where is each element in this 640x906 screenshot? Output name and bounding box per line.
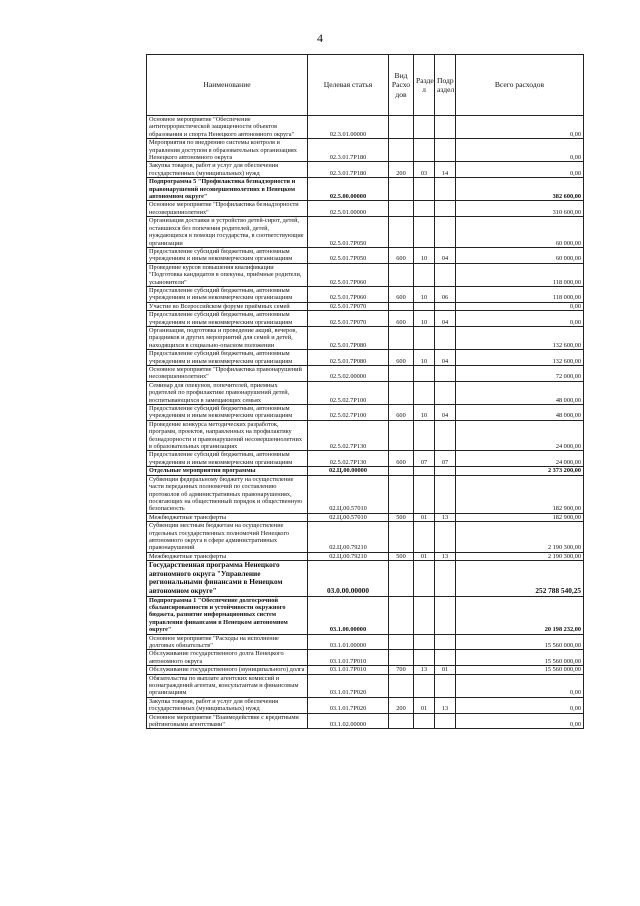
row-name: Межбюджетные трансферты [147,513,308,521]
row-total: 2 190 300,00 [456,522,584,553]
row-name: Мероприятия по внедрению системы контроля и управления доступом в образовательных организациях Ненецкого автономного округа [147,139,308,162]
table-row [147,666,584,674]
row-target-code: 02.Ц.00.79210 [308,522,389,553]
table-row [147,366,584,382]
row-target-code: 02.Ц.00.57010 [308,513,389,521]
row-total: 118 000,00 [456,286,584,302]
row-section [414,201,435,217]
row-name: Закупка товаров, работ и услуг для обеспечения государственных (муниципальных) нужд [147,162,308,178]
row-target-code: 02.5.02.7Р130 [308,420,389,451]
row-name: Основное мероприятие "Профилактика безнадзорности несовершеннолетних" [147,201,308,217]
row-total: 252 788 540,25 [456,561,584,596]
row-total: 310 600,00 [456,201,584,217]
row-subsection: 06 [435,286,456,302]
row-total: 0,00 [456,162,584,178]
table-row [147,634,584,650]
row-target-code: 02.Ц.00.79210 [308,552,389,560]
row-total: 48 000,00 [456,381,584,404]
row-total: 24 000,00 [456,420,584,451]
row-expense-type [389,263,414,286]
col-header-total: Всего расходов [456,55,584,116]
row-subsection: 13 [435,552,456,560]
table-row [147,162,584,178]
row-section: 07 [414,451,435,467]
row-expense-type [389,596,414,634]
row-name: Основное мероприятие "Профилактика правонарушений несовершеннолетних" [147,366,308,382]
row-target-code: 02.5.01.7Р080 [308,350,389,366]
row-total: 15 560 000,00 [456,666,584,674]
row-expense-type [389,326,414,349]
row-target-code: 03.1.00.00000 [308,596,389,634]
row-name: Предоставление субсидий бюджетным, автономным учреждениям и иным некоммерческим организациям [147,286,308,302]
table-row [147,350,584,366]
row-subsection [435,522,456,553]
table-row [147,596,584,634]
row-name: Обязательства по выплате агентских комиссий и вознаграждений агентам, консультантам и финансовым организациям [147,674,308,697]
row-expense-type [389,139,414,162]
row-section [414,713,435,729]
row-name: Участие во Всероссийском форуме приёмных семей [147,302,308,310]
row-target-code: 03.1.02.00000 [308,713,389,729]
row-total: 382 600,00 [456,178,584,201]
row-target-code: 02.5.01.7Р080 [308,326,389,349]
row-total: 72 000,00 [456,366,584,382]
row-expense-type [389,366,414,382]
row-section: 13 [414,666,435,674]
row-target-code: 03.1.01.7Р010 [308,650,389,666]
row-name: Государственная программа Ненецкого автономного округа "Управление региональными финансами в Ненецком автономном округе" [147,561,308,596]
table-row [147,405,584,421]
row-name: Закупка товаров, работ и услуг для обеспечения государственных (муниципальных) нужд [147,697,308,713]
row-section: 10 [414,350,435,366]
page-number: 4 [317,31,323,45]
row-subsection [435,116,456,139]
row-total: 0,00 [456,139,584,162]
row-subsection [435,674,456,697]
row-name: Межбюджетные трансферты [147,552,308,560]
row-total: 60 000,00 [456,217,584,248]
table-row [147,326,584,349]
row-total: 48 000,00 [456,405,584,421]
row-total: 2 190 300,00 [456,552,584,560]
row-name: Отдельные мероприятия программы [147,467,308,475]
row-section [414,475,435,513]
row-target-code: 02.5.01.7Р050 [308,217,389,248]
row-expense-type [389,302,414,310]
row-subsection [435,178,456,201]
table-row [147,650,584,666]
row-section [414,178,435,201]
table-row [147,263,584,286]
row-target-code: 02.5.01.7Р070 [308,311,389,327]
row-section [414,302,435,310]
row-target-code: 02.5.01.7Р060 [308,263,389,286]
row-section [414,366,435,382]
table-row [147,286,584,302]
table-row [147,217,584,248]
row-total: 20 198 232,00 [456,596,584,634]
row-subsection [435,263,456,286]
row-expense-type [389,561,414,596]
row-target-code: 02.5.02.7Р100 [308,381,389,404]
row-total: 0,00 [456,697,584,713]
row-section [414,674,435,697]
row-section: 01 [414,513,435,521]
row-name: Основное мероприятие "Расходы на исполнение долговых обязательств" [147,634,308,650]
col-header-code: Целевая статья [308,55,389,116]
row-expense-type: 200 [389,697,414,713]
table-row [147,522,584,553]
row-subsection [435,420,456,451]
row-expense-type: 600 [389,451,414,467]
row-target-code: 03.0.00.00000 [308,561,389,596]
row-target-code: 03.1.01.00000 [308,634,389,650]
row-subsection: 04 [435,311,456,327]
row-section [414,326,435,349]
row-total: 132 600,00 [456,350,584,366]
row-section: 01 [414,697,435,713]
row-total: 0,00 [456,713,584,729]
row-section [414,139,435,162]
row-expense-type [389,201,414,217]
row-target-code: 02.5.02.00000 [308,366,389,382]
row-total: 2 373 200,00 [456,467,584,475]
table-row [147,674,584,697]
row-name: Организация доставки и устройство детей-сирот, детей, оставшихся без попечения родителей, детей, нуждающихся в помощи государства, в соответствующие организации [147,217,308,248]
row-subsection: 04 [435,247,456,263]
row-name: Организация, подготовка и проведение акций, вечеров, праздников и других мероприятий для семей и детей, находящихся в социально-опасном положении [147,326,308,349]
row-name: Проведение конкурса методических разработок, программ, проектов, направленных на профилактику безнадзорности и правонарушений несовершеннолетних в образовательных организациях [147,420,308,451]
row-subsection: 13 [435,513,456,521]
row-name: Субвенции местным бюджетам на осуществление отдельных государственных полномочий Ненецкого автономного округа в сфере административных правонарушений [147,522,308,553]
row-expense-type [389,381,414,404]
row-section [414,596,435,634]
row-expense-type [389,178,414,201]
row-total: 118 000,00 [456,263,584,286]
row-section [414,116,435,139]
row-expense-type [389,650,414,666]
row-expense-type: 200 [389,162,414,178]
row-name: Проведение курсов повышения квалификации "Подготовка кандидатов в опекуны, приёмные родители, усыновители" [147,263,308,286]
row-section [414,634,435,650]
row-name: Основное мероприятие "Обеспечение антитеррористической защищенности объектов образования и спорта Ненецкого автономного округа" [147,116,308,139]
row-subsection [435,201,456,217]
row-subsection [435,139,456,162]
row-target-code: 02.5.02.7Р100 [308,405,389,421]
col-header-name: Наименование [147,55,308,116]
row-name: Предоставление субсидий бюджетным, автономным учреждениям и иным некоммерческим организациям [147,350,308,366]
row-total: 0,00 [456,674,584,697]
row-total: 60 000,00 [456,247,584,263]
table-row [147,201,584,217]
table-row [147,420,584,451]
row-total: 182 900,00 [456,475,584,513]
row-name: Подпрограмма 1 "Обеспечение долгосрочной сбалансированности и устойчивости окружного бюджета, развитие информационных систем управления финансами в Ненецком автономном округе" [147,596,308,634]
row-total: 0,00 [456,302,584,310]
table-row [147,552,584,560]
row-subsection: 04 [435,350,456,366]
table-row [147,467,584,475]
row-section [414,650,435,666]
row-subsection [435,596,456,634]
row-name: Предоставление субсидий бюджетным, автономным учреждениям и иным некоммерческим организациям [147,311,308,327]
row-subsection [435,713,456,729]
table-row [147,475,584,513]
row-section: 10 [414,286,435,302]
col-header-vid: Вид Расхо дов [389,55,414,116]
row-expense-type: 600 [389,311,414,327]
row-total: 15 560 000,00 [456,650,584,666]
row-subsection [435,561,456,596]
row-subsection [435,381,456,404]
row-name: Подпрограмма 5 "Профилактика безнадзорности и правонарушений несовершеннолетних в Ненецком автономном округе" [147,178,308,201]
row-target-code: 02.5.01.00000 [308,201,389,217]
row-target-code: 02.3.01.00000 [308,116,389,139]
row-expense-type [389,467,414,475]
row-subsection [435,217,456,248]
row-section [414,263,435,286]
row-expense-type: 700 [389,666,414,674]
row-total: 132 600,00 [456,326,584,349]
row-target-code: 02.5.01.7Р050 [308,247,389,263]
col-header-razdel: Разде л [414,55,435,116]
table-row [147,311,584,327]
row-target-code: 03.1.01.7Р020 [308,697,389,713]
row-target-code: 02.5.01.7Р070 [308,302,389,310]
row-subsection: 04 [435,405,456,421]
row-expense-type [389,634,414,650]
row-expense-type: 600 [389,405,414,421]
row-expense-type [389,116,414,139]
table-row [147,116,584,139]
row-name: Обслуживание государственного долга Ненецкого автономного округа [147,650,308,666]
row-expense-type: 600 [389,286,414,302]
row-total: 0,00 [456,311,584,327]
row-section [414,217,435,248]
table-row [147,713,584,729]
row-subsection: 13 [435,697,456,713]
row-total: 15 560 000,00 [456,634,584,650]
row-expense-type [389,713,414,729]
row-subsection [435,650,456,666]
row-total: 182 900,00 [456,513,584,521]
row-expense-type [389,522,414,553]
row-expense-type: 600 [389,350,414,366]
row-section [414,420,435,451]
row-name: Семинар для опекунов, попечителей, приемных родителей по профилактике правонарушений детей, воспитывающихся в замещающих семьях [147,381,308,404]
row-section [414,522,435,553]
col-header-podrazdel: Подр аздел [435,55,456,116]
row-target-code: 02.5.01.7Р060 [308,286,389,302]
table-row [147,178,584,201]
row-section: 01 [414,552,435,560]
row-target-code: 02.Ц.00.00000 [308,467,389,475]
row-expense-type [389,674,414,697]
row-subsection [435,467,456,475]
row-expense-type [389,420,414,451]
budget-table [146,54,584,729]
row-section [414,561,435,596]
row-target-code: 02.5.02.7Р130 [308,451,389,467]
row-subsection [435,326,456,349]
row-section: 10 [414,405,435,421]
row-name: Предоставление субсидий бюджетным, автономным учреждениям и иным некоммерческим организациям [147,405,308,421]
table-row [147,513,584,521]
row-target-code: 02.3.01.7Р180 [308,139,389,162]
table-row [147,697,584,713]
row-expense-type [389,475,414,513]
row-subsection: 07 [435,451,456,467]
row-section: 10 [414,247,435,263]
table-row [147,381,584,404]
row-expense-type [389,217,414,248]
row-name: Обслуживание государственного (муниципального) долга [147,666,308,674]
row-name: Предоставление субсидий бюджетным, автономным учреждениям и иным некоммерческим организациям [147,247,308,263]
row-subsection [435,366,456,382]
row-section: 03 [414,162,435,178]
row-expense-type: 500 [389,552,414,560]
row-target-code: 03.1.01.7Р010 [308,666,389,674]
table-row [147,451,584,467]
row-subsection [435,475,456,513]
table-header-row [147,55,584,116]
table-row [147,302,584,310]
row-section [414,467,435,475]
row-target-code: 02.3.01.7Р180 [308,162,389,178]
row-name: Субвенция федеральному бюджету на осуществление части переданных полномочий по составлению протоколов об административных правонарушениях, посягающих на общественный порядок и общественную безопасность [147,475,308,513]
table-row [147,247,584,263]
row-target-code: 02.5.00.00000 [308,178,389,201]
row-total: 24 000,00 [456,451,584,467]
row-target-code: 02.Ц.00.57010 [308,475,389,513]
row-subsection [435,634,456,650]
row-name: Предоставление субсидий бюджетным, автономным учреждениям и иным некоммерческим организациям [147,451,308,467]
row-name: Основное мероприятие "Взаимодействие с кредитными рейтинговыми агентствами" [147,713,308,729]
row-expense-type: 600 [389,247,414,263]
table-row [147,561,584,596]
row-subsection: 01 [435,666,456,674]
row-section [414,381,435,404]
row-expense-type: 500 [389,513,414,521]
row-subsection: 14 [435,162,456,178]
row-target-code: 03.1.01.7Р020 [308,674,389,697]
row-section: 10 [414,311,435,327]
row-total: 0,00 [456,116,584,139]
table-row [147,139,584,162]
row-subsection [435,302,456,310]
